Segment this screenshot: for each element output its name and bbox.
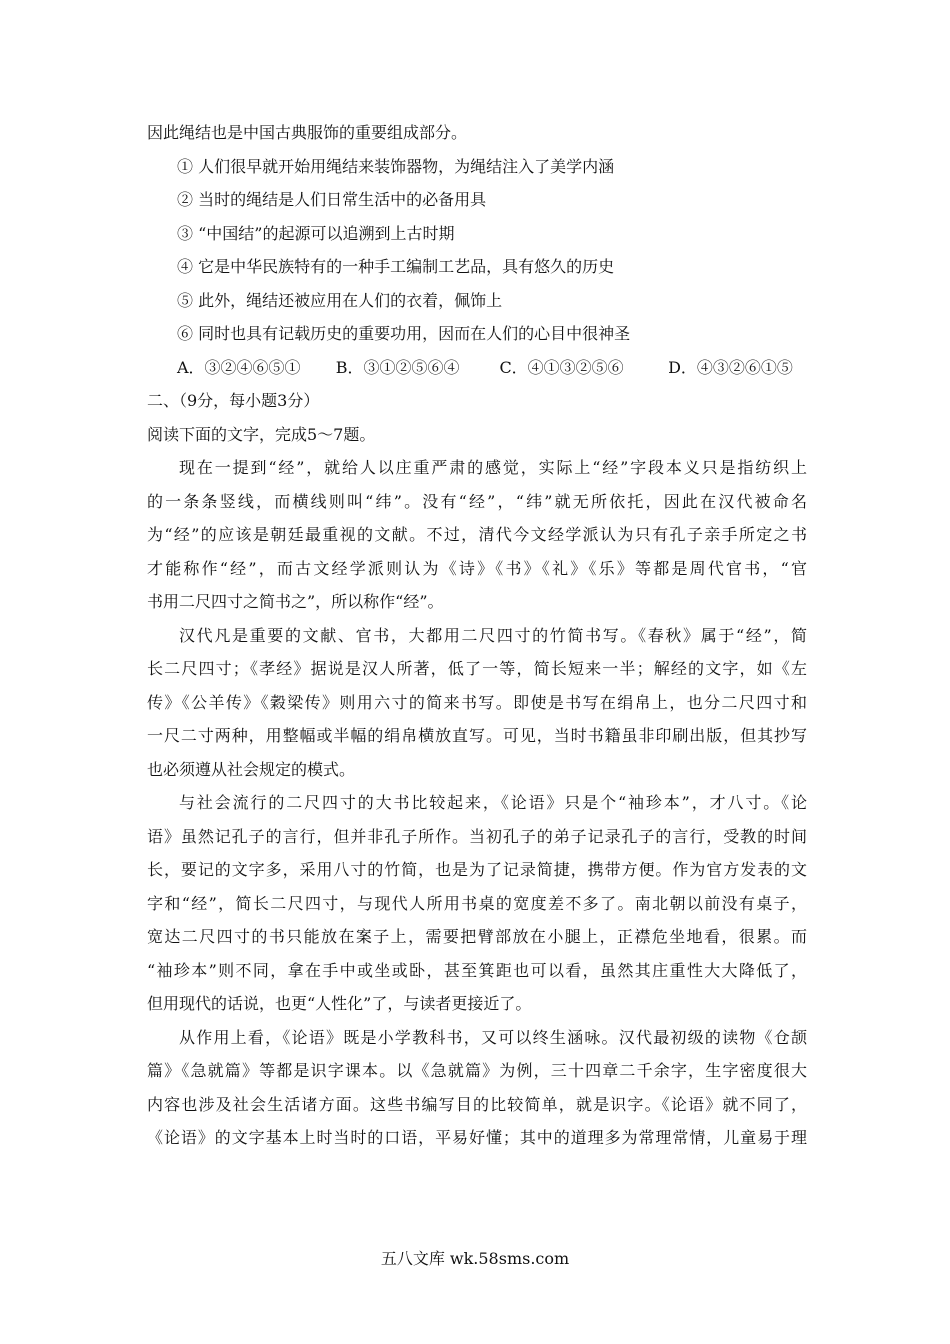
paragraph-line: 长，要记的文字多，采用八寸的竹简，也是为了记录简捷，携带方便。作为官方发表的文 bbox=[147, 860, 807, 879]
paragraph-line: 从作用上看，《论语》既是小学教科书，又可以终生涵咏。汉代最初级的读物《仓颉 bbox=[179, 1027, 807, 1047]
paragraph-line: 一尺二寸两种，用整幅或半幅的绢帛横放直写。可见，当时书籍虽非印刷出版，但其抄写 bbox=[147, 726, 807, 745]
paragraph-1 bbox=[147, 451, 807, 619]
paragraph-line: 篇》《急就篇》等都是识字课本。以《急就篇》为例，三十四章二千余字，生字密度很大 bbox=[147, 1061, 807, 1080]
paragraph-line: 长二尺四寸；《孝经》据说是汉人所著，低了一等，简长短来一半；解经的文字，如《左 bbox=[147, 659, 807, 678]
paragraph-line: 也必须遵从社会规定的模式。 bbox=[147, 759, 356, 779]
paragraph-line: 《论语》的文字基本上时当时的口语，平易好懂；其中的道理多为常理常情，儿童易于理 bbox=[147, 1128, 807, 1147]
paragraph-line: 的一条条竖线，而横线则叫“纬”。没有“经”，“纬”就无所依托，因此在汉代被命名 bbox=[147, 491, 807, 511]
paragraph-line: 但用现代的话说，也更“人性化”了，与读者更接近了。 bbox=[147, 994, 532, 1013]
answer-options bbox=[147, 351, 807, 385]
sentence-list bbox=[147, 150, 807, 351]
instruction: 阅读下面的文字，完成5～7题。 bbox=[147, 424, 376, 444]
document-body bbox=[147, 116, 807, 1155]
paragraph-line: 语》虽然记孔子的言行，但并非孔子所作。当初孔子的弟子记录孔子的言行，受教的时间 bbox=[147, 826, 807, 846]
sentence-item-3: ③ “中国结”的起源可以追溯到上古时期 bbox=[177, 223, 455, 243]
paragraph-4 bbox=[147, 1021, 807, 1155]
paragraph-line: 传》《公羊传》《穀梁传》则用六寸的简来书写。即使是书写在绢帛上，也分二尺四寸和 bbox=[147, 692, 807, 712]
paragraph-line: 现在一提到“经”，就给人以庄重严肃的感觉，实际上“经”字段本义只是指纺织上 bbox=[179, 458, 807, 477]
sentence-item-2: ② 当时的绳结是人们日常生活中的必备用具 bbox=[177, 190, 487, 209]
paragraph-line: “袖珍本”则不同，拿在手中或坐或卧，甚至箕距也可以看，虽然其庄重性大大降低了， bbox=[147, 960, 807, 980]
paragraph-line: 字和“经”，简长二尺四寸，与现代人所用书桌的宽度差不多了。南北朝以前没有桌子， bbox=[147, 893, 807, 913]
paragraph-line: 与社会流行的二尺四寸的大书比较起来，《论语》只是个“袖珍本”，才八寸。《论 bbox=[179, 793, 807, 812]
sentence-item-4: ④ 它是中华民族特有的一种手工编制工艺品，具有悠久的历史 bbox=[177, 257, 615, 276]
paragraph-line: 汉代凡是重要的文献、官书，大都用二尺四寸的竹简书写。《春秋》属于“经”，简 bbox=[179, 625, 807, 645]
option-c: C．④①③②⑤⑥ bbox=[499, 357, 624, 377]
paragraph-line: 内容也涉及社会生活诸方面。这些书编写目的比较简单，就是识字。《论语》就不同了， bbox=[147, 1094, 807, 1114]
paragraph-2 bbox=[147, 619, 807, 787]
intro-line: 因此绳结也是中国古典服饰的重要组成部分。 bbox=[147, 123, 468, 142]
page-footer: 五八文库 wk.58sms.com bbox=[380, 1249, 570, 1268]
paragraph-line: 为“经”的应该是朝廷最重视的文献。不过，清代今文经学派认为只有孔子亲手所定之书 bbox=[147, 525, 807, 544]
sentence-item-1: ① 人们很早就开始用绳结来装饰器物，为绳结注入了美学内涵 bbox=[177, 156, 615, 176]
paragraph-line: 书用二尺四寸之简书之”，所以称作“经”。 bbox=[147, 592, 444, 611]
sentence-item-5: ⑤ 此外，绳结还被应用在人们的衣着，佩饰上 bbox=[177, 290, 503, 310]
option-d: D．④③②⑥①⑤ bbox=[668, 357, 793, 377]
sentence-item-6: ⑥ 同时也具有记载历史的重要功用，因而在人们的心目中很神圣 bbox=[177, 324, 631, 343]
section-heading: 二、（9分，每小题3分） bbox=[147, 391, 320, 410]
option-a: A．③②④⑥⑤① bbox=[177, 357, 301, 377]
paragraph-line: 宽达二尺四寸的书只能放在案子上，需要把臂部放在小腿上，正襟危坐地看，很累。而 bbox=[147, 927, 807, 946]
option-b: B．③①②⑤⑥④ bbox=[335, 357, 460, 377]
paragraph-3 bbox=[147, 786, 807, 1021]
paragraph-line: 才能称作“经”，而古文经学派则认为《诗》《书》《礼》《乐》等都是周代官书，“官 bbox=[147, 558, 807, 578]
